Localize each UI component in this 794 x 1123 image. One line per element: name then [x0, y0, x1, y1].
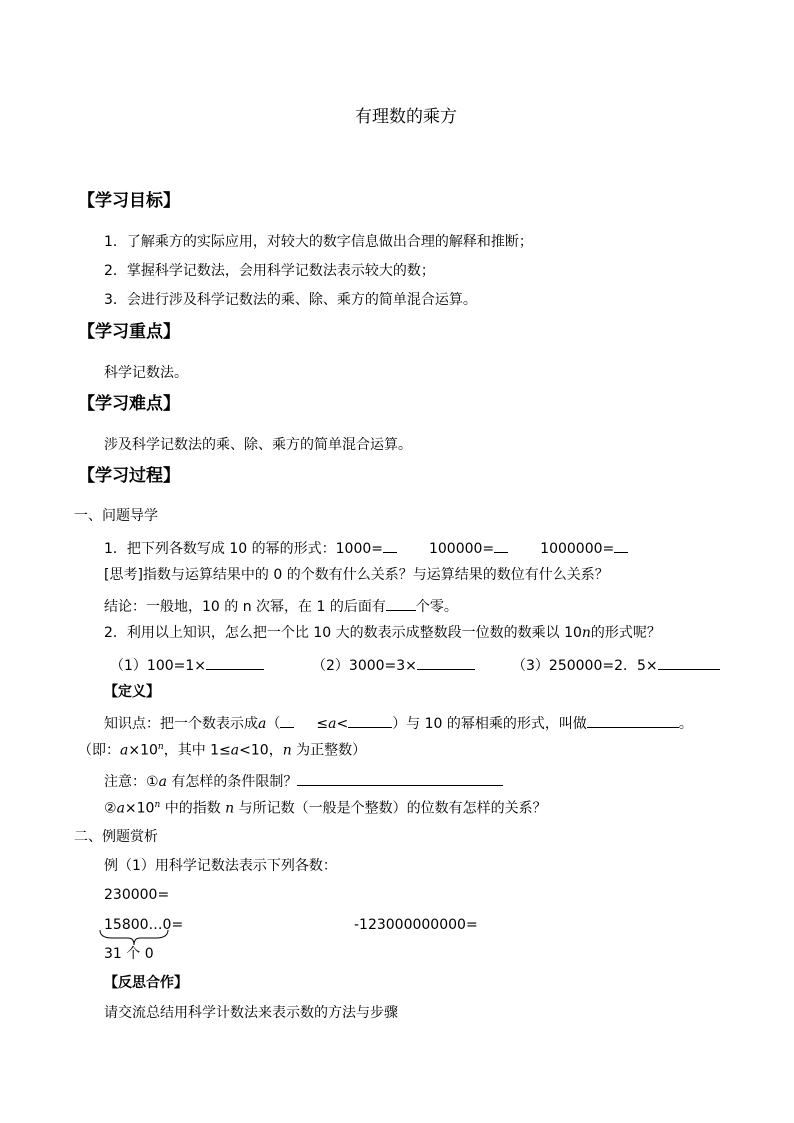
def-d: <: [336, 716, 349, 732]
exercise-3-text: （3）250000=2．5×: [512, 658, 658, 674]
note2-f: n: [225, 800, 235, 817]
exercise-2-blank[interactable]: [417, 655, 475, 670]
difficulty-heading: 【学习难点】: [78, 394, 180, 414]
def-b: （: [266, 716, 281, 732]
formula-f: a: [230, 742, 240, 759]
conclusion-b: 个零。: [415, 599, 458, 615]
q2-text: 2．利用以上知识，怎么把一个比 10 大的数表示成整数段一位数的数乘以 10: [104, 625, 582, 641]
page-title: 有理数的乘方: [355, 107, 457, 127]
exercise-3: [512, 655, 720, 676]
note-b: 有怎样的条件限制？: [166, 774, 298, 790]
zero-count-blank[interactable]: [386, 596, 416, 611]
conclusion: [104, 596, 458, 617]
key-heading: 【学习重点】: [78, 322, 180, 342]
note2-a: ②: [104, 800, 117, 817]
q1-b-blank[interactable]: [494, 538, 508, 553]
example-number-1: 230000=: [104, 887, 170, 903]
note-var: a: [158, 774, 167, 790]
note2-d: n: [154, 800, 161, 810]
def-var: a: [258, 716, 267, 732]
goal-item: 1．了解乘方的实际应用，对较大的数字信息做出合理的解释和推断；: [104, 234, 533, 250]
def-var-2: a: [328, 716, 337, 732]
reflect-text: 请交流总结用科学计数法来表示数的方法与步骤: [104, 1005, 398, 1021]
def-f: 。: [678, 716, 693, 732]
formula-d: n: [157, 742, 164, 752]
formula-a: （即：: [78, 742, 120, 759]
note-1-blank[interactable]: [297, 771, 503, 786]
q1-a: 1000=: [335, 541, 383, 557]
note-1: [104, 771, 503, 792]
question-1: [104, 538, 628, 559]
part1-heading: 一、问题导学: [74, 508, 158, 524]
underbrace-icon: [98, 928, 170, 948]
question-2: [104, 625, 661, 643]
exercise-1-text: （1）100=1×: [110, 658, 206, 674]
example-number-2: 15800…0=: [104, 917, 184, 933]
q2-n: n: [581, 625, 591, 641]
q1-b: 100000=: [428, 541, 495, 557]
q1-c: 1000000=: [540, 541, 615, 557]
note2-g: 与所记数（一般是个整数）的位数有怎样的关系？: [234, 800, 547, 817]
def-c: ≤: [316, 716, 329, 732]
example-number-3: -123000000000=: [354, 917, 478, 933]
note-a: 注意：①: [104, 774, 159, 790]
def-upper-blank[interactable]: [348, 713, 392, 728]
goal-item: 2．掌握科学记数法，会用科学记数法表示较大的数；: [104, 263, 435, 279]
difficulty-text: 涉及科学记数法的乘、除、乘方的简单混合运算。: [104, 437, 412, 453]
conclusion-a: 结论：一般地，10 的 n 次幂，在 1 的后面有: [104, 599, 386, 615]
note2-b: a: [116, 800, 125, 817]
exercise-2: [312, 655, 475, 676]
def-lower-blank[interactable]: [280, 713, 294, 728]
q1-a-blank[interactable]: [383, 538, 397, 553]
def-e: ）与 10 的幂相乘的形式，叫做: [392, 716, 587, 732]
formula-line: [78, 742, 366, 760]
formula-e: ，其中 1≤: [163, 742, 231, 759]
key-text: 科学记数法。: [104, 365, 188, 381]
exercise-3-blank[interactable]: [658, 655, 720, 670]
formula-b: a: [120, 742, 129, 759]
q1-c-blank[interactable]: [614, 538, 628, 553]
formula-h: n: [282, 742, 292, 759]
definition-heading: 【定义】: [104, 684, 160, 700]
formula-i: 为正整数）: [291, 742, 367, 759]
example-intro: 例（1）用科学记数法表示下列各数：: [104, 858, 337, 874]
note2-e: 中的指数: [160, 800, 226, 817]
q2-end: 的形式呢？: [590, 625, 661, 641]
formula-c: ×10: [128, 742, 158, 759]
note2-c: ×10: [124, 800, 155, 817]
def-term-blank[interactable]: [587, 713, 679, 728]
think-prompt: [思考]指数与运算结果中的 0 的个数有什么关系？与运算结果的数位有什么关系？: [104, 567, 609, 583]
definition-line: [104, 713, 693, 734]
goal-item: 3．会进行涉及科学记数法的乘、除、乘方的简单混合运算。: [104, 292, 477, 308]
q1-prefix: 1．把下列各数写成 10 的幂的形式：: [104, 541, 336, 557]
exercise-2-text: （2）3000=3×: [312, 658, 417, 674]
reflect-heading: 【反思合作】: [104, 975, 188, 991]
note-2: [104, 800, 547, 818]
formula-g: <10，: [239, 742, 283, 759]
goals-heading: 【学习目标】: [78, 191, 180, 211]
underbrace-label: 31 个 0: [104, 946, 154, 962]
exercise-1: [110, 655, 264, 676]
def-a: 知识点：把一个数表示成: [104, 716, 258, 732]
part2-heading: 二、例题赏析: [74, 829, 158, 845]
process-heading: 【学习过程】: [78, 466, 180, 486]
exercise-1-blank[interactable]: [206, 655, 264, 670]
